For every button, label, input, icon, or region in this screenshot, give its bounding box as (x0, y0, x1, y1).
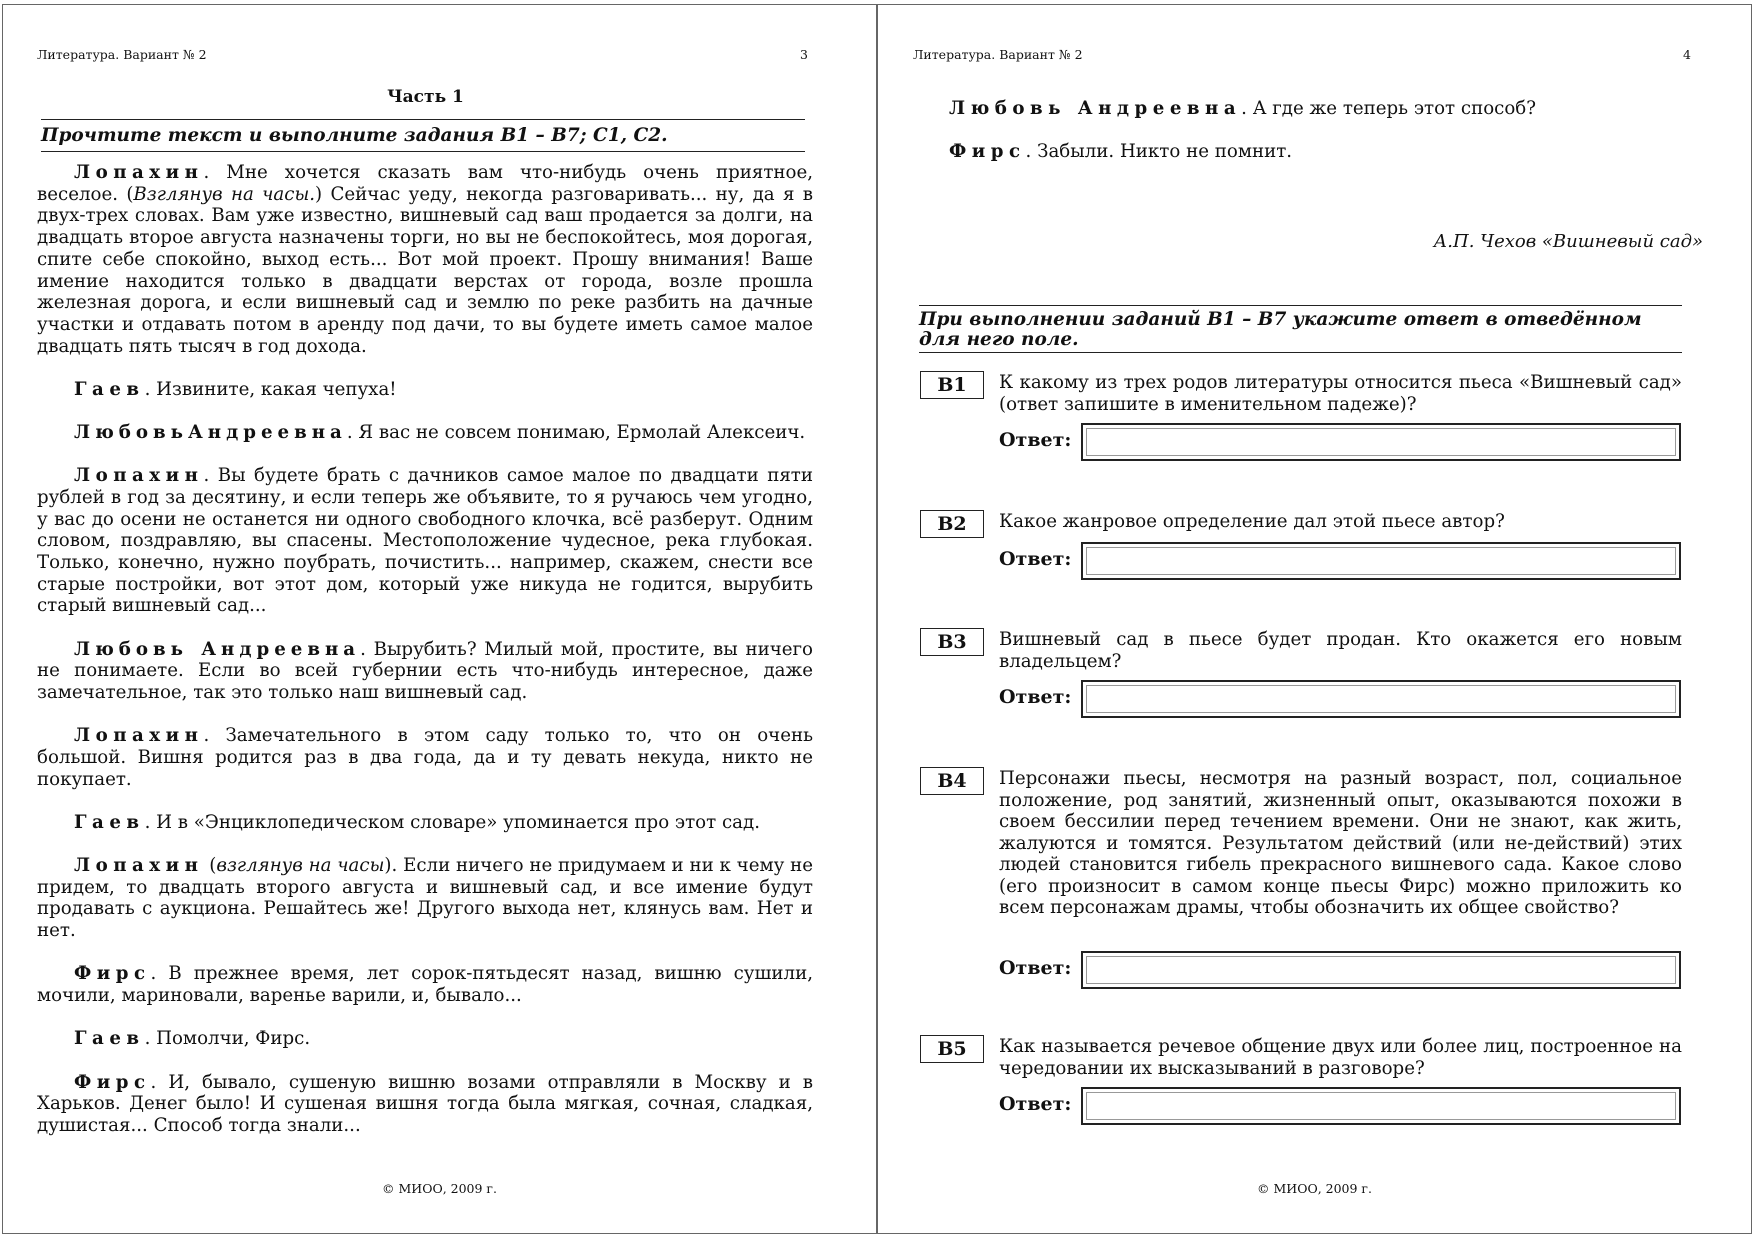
task-question: Вишневый сад в пьесе будет продан. Кто окажется его новым владельцем? (999, 629, 1682, 672)
task-label: В1 (920, 371, 984, 399)
answer-label: Ответ: (999, 957, 1072, 979)
answer-label: Ответ: (999, 429, 1072, 451)
dialogue-text: . В прежнее время, лет сорок-пятьдесят назад, вишню сушили, мочили, мариновали, варенье варили, и, бывало... (37, 963, 813, 1007)
speaker-name: Гаев (74, 1028, 145, 1050)
speaker-name: Фирс (74, 963, 151, 985)
dialogue-text: . Забыли. Никто не помнит. (1025, 141, 1293, 163)
speaker-name: Любовь Андреевна (74, 638, 361, 660)
task-label: В2 (920, 510, 984, 538)
dialogue-paragraph (37, 162, 813, 357)
answer-label: Ответ: (999, 1093, 1072, 1115)
dialogue-text: . Вырубить? Милый мой, простите, вы ничего не понимаете. Если во всей губернии есть что-нибудь интересное, даже замечательное, так это только наш вишневый сад. (37, 638, 813, 704)
task-question: Как называется речевое общение двух или более лиц, построенное на чередовании их высказываний в разговоре? (999, 1036, 1682, 1079)
answer-field[interactable] (1081, 951, 1681, 989)
task-label: В5 (920, 1035, 984, 1063)
dialogue-paragraph (37, 379, 813, 401)
answer-label: Ответ: (999, 686, 1072, 708)
speaker-name: Лопахин (74, 162, 204, 183)
dialogue-text: . Вы будете брать с дачников самое малое по двадцати пяти рублей в год за десятину, и если теперь же объявите, то я ручаюсь чем угодно, у вас до осени не останется ни одного свободного клочка, всё разберут. Одним словом, поздравляю, вы спасены. Местоположение чудесное, река глубокая. Только, конечно, нужно поубрать, почистить... например, скажем, снести все старые постройки, вот этот дом, который уже никуда не годится, вырубить старый вишневый сад... (37, 465, 813, 617)
task-question: Персонажи пьесы, несмотря на разный возраст, пол, социальное положение, род занятий, жизненный опыт, оказываются похожи в своем бессилии перед течением времени. Они не знают, как жить, жалуются и томятся. Результатом действий (или не-действий) этих людей становится гибель прекрасного вишневого сада. Какое слово (его произносит в самом конце пьесы Фирс) можно приложить ко всем персонажам драмы, чтобы обозначить их общее свойство? (999, 768, 1682, 918)
task-question: К какому из трех родов литературы относится пьеса «Вишневый сад» (ответ запишите в именительном падеже)? (999, 372, 1682, 415)
running-head: Литература. Вариант № 2 (37, 47, 207, 62)
page-3 (2, 4, 877, 1234)
speaker-name: Гаев (74, 811, 145, 833)
dialogue-text: ). Если ничего не придумаем и ни к чему не придем, то двадцать второго августа и вишневый сад, и все имение будут продавать с аукциона. Решайтесь же! Другого выхода нет, клянусь вам. Нет и нет. (37, 855, 813, 942)
task-question: Какое жанровое определение дал этой пьесе автор? (999, 511, 1505, 532)
dialogue-paragraph (37, 855, 813, 942)
answer-field[interactable] (1081, 423, 1681, 461)
dialogue-text: . Извините, какая чепуха! (144, 378, 397, 400)
answer-label: Ответ: (999, 548, 1072, 570)
page-4 (877, 4, 1752, 1234)
play-excerpt-continued (913, 98, 1693, 184)
running-head: Литература. Вариант № 2 (913, 47, 1083, 62)
dialogue-text: . Я вас не совсем понимаю, Ермолай Алексеич. (346, 422, 806, 444)
task-label: В4 (920, 767, 984, 795)
page-number: 4 (1683, 47, 1691, 62)
page-number: 3 (800, 47, 808, 62)
speaker-name: ЛюбовьАндреевна (74, 422, 347, 444)
answer-field[interactable] (1081, 680, 1681, 718)
speaker-name: Фирс (949, 141, 1026, 163)
speaker-name: Лопахин (74, 465, 204, 487)
dialogue-paragraph (913, 98, 1693, 120)
speaker-name: Лопахин (74, 855, 204, 877)
dialogue-text: . А где же теперь этот способ? (1241, 98, 1536, 119)
dialogue-paragraph (37, 1072, 813, 1137)
reading-instruction: Прочтите текст и выполните задания В1 – В7; С1, С2. (41, 119, 805, 152)
dialogue-paragraph (37, 963, 813, 1006)
dialogue-text: . Помолчи, Фирс. (144, 1028, 311, 1050)
stage-direction: взглянув на часы (216, 855, 385, 877)
dialogue-text: . Мне хочется сказать вам что-нибудь очень приятное, веселое. ( (37, 162, 813, 205)
answer-field[interactable] (1081, 1087, 1681, 1125)
dialogue-paragraph (37, 812, 813, 834)
answer-row (999, 951, 1682, 991)
task-label: В3 (920, 628, 984, 656)
dialogue-text: ( (203, 855, 217, 877)
dialogue-paragraph (37, 1028, 813, 1050)
answer-field[interactable] (1081, 542, 1681, 580)
speaker-name: Гаев (74, 378, 145, 400)
answer-row (999, 542, 1682, 582)
stage-direction: Взглянув на часы. (133, 183, 316, 205)
copyright-footer: © МИОО, 2009 г. (382, 1181, 497, 1196)
speaker-name: Любовь Андреевна (949, 98, 1242, 119)
dialogue-paragraph (37, 725, 813, 790)
play-excerpt (37, 162, 813, 1158)
tasks-instruction: При выполнении заданий В1 – В7 укажите ответ в отведённом для него поле. (919, 305, 1682, 353)
dialogue-text: ) Сейчас уеду, некогда разговаривать... ну, да я в двух-трех словах. Вам уже известно, вишневый сад ваш продается за долги, на двадцать второе августа назначены торги, но вы не беспокойтесь, моя дорогая, спите себе спокойно, выход есть... Вот мой проект. Прошу внимания! Ваше имение находится только в двадцати верстах от города, возле прошла железная дорога, и если вишневый сад и землю по реке разбить на дачные участки и отдавать потом в аренду под дачи, то вы будете иметь самое малое двадцать пять тысяч в год дохода. (37, 183, 813, 357)
part-title: Часть 1 (387, 87, 464, 107)
source-attribution: А.П. Чехов «Вишневый сад» (1433, 231, 1703, 252)
answer-row (999, 423, 1682, 463)
dialogue-text: . И, бывало, сушеную вишню возами отправляли в Москву и в Харьков. Денег было! И сушеная вишня тогда была мягкая, сочная, сладкая, душистая... Способ тогда знали... (37, 1071, 813, 1136)
dialogue-text: . И в «Энциклопедическом словаре» упоминается про этот сад. (144, 811, 760, 833)
dialogue-text: . Замечательного в этом саду только то, что он очень большой. Вишня родится раз в два года, да и ту девать некуда, никто не покупает. (37, 725, 813, 790)
dialogue-paragraph (37, 422, 813, 444)
speaker-name: Лопахин (74, 725, 204, 747)
dialogue-paragraph (37, 465, 813, 617)
answer-row (999, 1087, 1682, 1127)
dialogue-paragraph (37, 639, 813, 704)
speaker-name: Фирс (74, 1071, 151, 1093)
copyright-footer: © МИОО, 2009 г. (1257, 1181, 1372, 1196)
answer-row (999, 680, 1682, 720)
dialogue-paragraph (913, 141, 1693, 163)
